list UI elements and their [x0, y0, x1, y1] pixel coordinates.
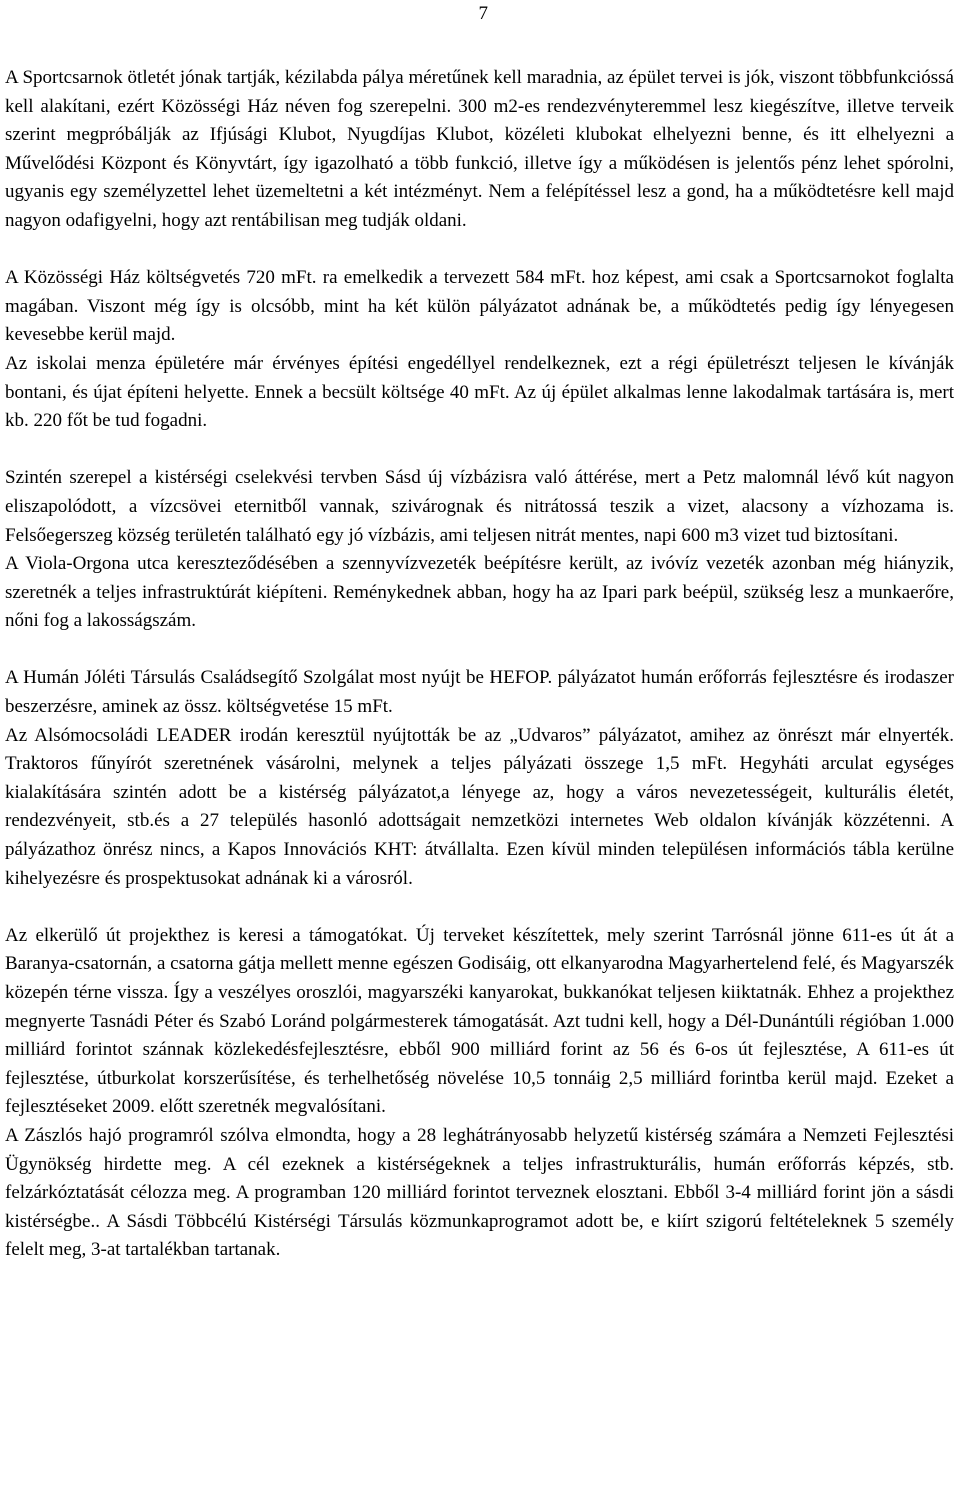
- paragraph-iskolai-menza: Az iskolai menza épületére már érvényes építési engedéllyel rendelkeznek, ezt a régi épületrészt teljesen le kívánják bontani, és újat építeni helyette. Ennek a becsült költsége 40 mFt. Az új épület alkalmas lenne lakodalmak tartására is, mert kb. 220 főt be tud fogadni.: [5, 352, 954, 432]
- paragraph-zaszlos-hajo: A Zászlós hajó programról szólva elmondta, hogy a 28 leghátrányosabb helyzetű kistérség számára a Nemzeti Fejlesztési Ügynökség hirdette meg. A cél ezeknek a kistérségeknek a teljes infrastrukturális, humán erőforrás képzés, stb. felzárkóztatását célozza meg. A programban 120 milliárd forintot terveznek elosztani. Ebből 3-4 milliárd forint jön a sásdi kistérségbe.. A Sásdi Többcélú Kistérségi Társulás közmunkaprogramot adott be, e kiírt szigorú feltételeknek 5 személy felelt meg, 3-at tartalékban tartanak.: [5, 1124, 954, 1261]
- paragraph-sportcsarnok: A Sportcsarnok ötletét jónak tartják, kézilabda pálya méretűnek kell maradnia, az épület tervei is jók, viszont többfunkcióssá kell alakítani, ezért Közösségi Ház néven fog szerepelni. 300 m2-es rendezvényteremmel lesz kiegészítve, illetve terveik szerint megpróbálják az Ifjúsági Klubot, Nyugdíjas Klubot, közéleti klubokat elhelyezni benne, és itt elhelyezni a Művelődési Központ és Könyvtárt, így igazolható a több funkció, illetve így a működésen is jelentős pénz lehet spórolni, ugyanis egy személyzettel lehet üzemeltetni a két intézményt. Nem a felépítéssel lesz a gond, ha a működtetésre kell majd nagyon odafigyelni, hogy azt rentábilisan meg tudják oldani.: [5, 67, 954, 231]
- paragraph-leader-iroda: Az Alsómocsoládi LEADER irodán keresztül nyújtották be az „Udvaros” pályázatot, amihez az önrészt már elnyerték. Traktoros fűnyírót szeretnének vásárolni, melynek a teljes pályázati összege 1,5 mFt. Hegyháti arculat egységes kialakítására szintén adott be a kistérség pályázatot,a lényege az, hogy a város nevezetességeit, kulturális életét, rendezvényeit, stb.és a 27 település hasonló adottságait nemzetközi internetes Web oldalon kívánják közzétenni. A pályázathoz önrész nincs, a Kapos Innovációs KHT: átvállalta. Ezen kívül minden településen információs tábla kerülne kihelyezésre és prospektusokat adnának ki a városról.: [5, 724, 954, 889]
- paragraph-human-joleti: A Humán Jóléti Társulás Családsegítő Szolgálat most nyújt be HEFOP. pályázatot humán erőforrás fejlesztésre és irodaszer beszerzésre, aminek az össz. költségvetése 15 mFt.: [5, 667, 954, 718]
- paragraph-elkerulo-ut: Az elkerülő út projekthez is keresi a támogatókat. Új terveket készítettek, mely szerint Tarrósnál jönne 611-es út át a Baranya-csatornán, a csatorna gátja mellett menne egészen Godisáig, ott elkanyarodna Magyarhertelend felé, és Magyarszék közepén térne vissza. Így a veszélyes oroszlói, magyarszéki kanyarokat, bukkanókat teljesen kiiktatnák. Ehhez a projekthez megnyerte Tasnádi Péter és Szabó Loránd polgármesterek támogatását. Azt tudni kell, hogy a Dél-Dunántúli régióban 1.000 milliárd forintot szánnak közlekedésfejlesztésre, ebből 900 milliárd forint az 56 és 6-os út fejlesztése, A 611-es út fejlesztése, útburkolat korszerűsítése, és terhelhetőség növelése 10,5 tonnáig 2,5 milliárd forintba kerül majd. Ezeket a fejlesztéseket 2009. előtt szeretnék megvalósítani.: [5, 924, 954, 1118]
- document-body: [5, 64, 954, 1265]
- paragraph-vizbazis: Szintén szerepel a kistérségi cselekvési tervben Sásd új vízbázisra való áttérése, mert a Petz malomnál lévő kút nagyon eliszapolódott, a vízcsövei eternitből vannak, szivárognak és nitrátossá teszik a vizet, alacsony a vízhozama is. Felsőegerszeg község területén található egy jó vízbázis, ami teljesen nitrát mentes, napi 600 m3 vizet tud biztosítani.: [5, 467, 954, 546]
- paragraph-viola-orgona-utca: A Viola-Orgona utca kereszteződésében a szennyvízvezeték beépítésre került, az ivóvíz vezeték azonban még hiányzik, szeretnék a teljes infrastruktúrát kiépíteni. Reménykednek abban, hogy ha az Ipari park beépül, szükség lesz a munkaerőre, nőni fog a lakosságszám.: [5, 553, 954, 632]
- paragraph-kozossegi-haz-budget: A Közösségi Ház költségvetés 720 mFt. ra emelkedik a tervezett 584 mFt. hoz képest, ami csak a Sportcsarnokot foglalta magában. Viszont még így is olcsóbb, mint ha két külön pályázatot adnának be, a működtetés pedig így lényegesen kevesebbe kerül majd.: [5, 267, 954, 346]
- page-number: 7: [478, 3, 488, 24]
